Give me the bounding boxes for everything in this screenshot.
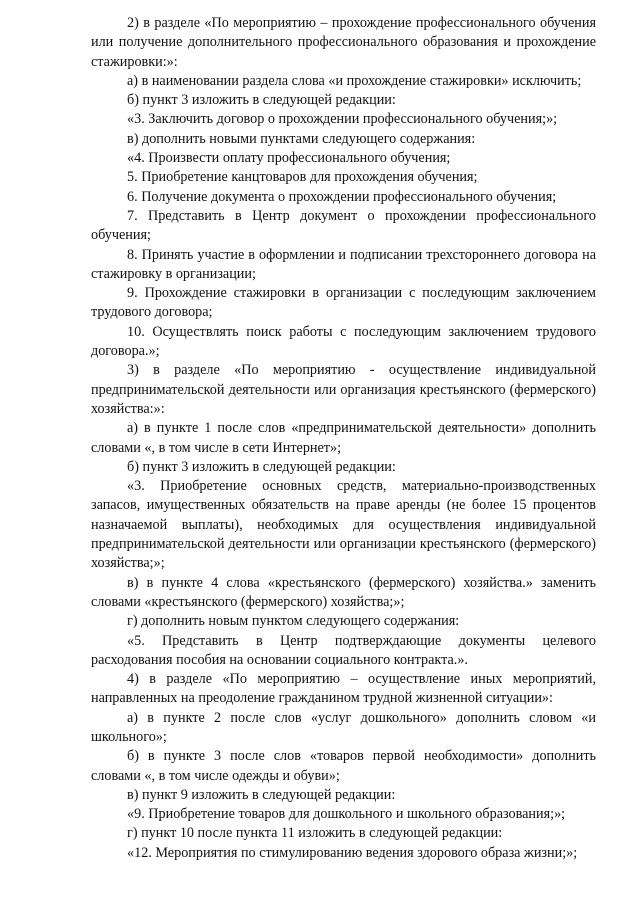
- paragraph-25: г) пункт 10 после пункта 11 изложить в следующей редакции:: [127, 825, 503, 842]
- paragraph-15: б) пункт 3 изложить в следующей редакции:: [127, 458, 396, 475]
- paragraph-24: «9. Приобретение товаров для дошкольного и школьного образования;»;: [127, 806, 566, 823]
- paragraph-1: 2) в разделе «По мероприятию – прохождение профессионального обучения или получение дополнительного профессионального образования и прохождение стажировки:»:: [91, 15, 596, 70]
- paragraph-10: 8. Принять участие в оформлении и подписании трехстороннего договора на стажировку в организации;: [91, 246, 596, 282]
- paragraph-16: «3. Приобретение основных средств, материально-производственных запасов, имущественных обязательств на праве аренды (не более 15 процентов назначаемой выплаты), необходимых для осуществления индивидуальной предпринимательской деятельности или организации крестьянского (фермерского) хозяйства;»;: [91, 478, 596, 572]
- paragraph-19: «5. Представить в Центр подтверждающие документы целевого расходования пособия на основании социального контракта.».: [91, 632, 596, 668]
- paragraph-9: 7. Представить в Центр документ о прохождении профессионального обучения;: [91, 207, 596, 244]
- paragraph-6: «4. Произвести оплату профессионального обучения;: [127, 150, 451, 167]
- paragraph-11: 9. Прохождение стажировки в организации с последующим заключением трудового договора;: [91, 285, 596, 321]
- paragraph-20: 4) в разделе «По мероприятию – осуществление иных мероприятий, направленных на преодоление гражданином трудной жизненной ситуации»:: [91, 671, 596, 707]
- paragraph-14: а) в пункте 1 после слов «предпринимательской деятельности» дополнить словами «, в том числе в сети Интернет»;: [91, 420, 596, 456]
- paragraph-7: 5. Приобретение канцтоваров для прохождения обучения;: [127, 169, 478, 186]
- paragraph-18: г) дополнить новым пунктом следующего содержания:: [127, 613, 460, 630]
- paragraph-17: в) в пункте 4 слова «крестьянского (фермерского) хозяйства.» заменить словами «крестьянского (фермерского) хозяйства;»;: [91, 574, 596, 610]
- paragraph-3: б) пункт 3 изложить в следующей редакции:: [127, 92, 396, 109]
- paragraph-22: б) в пункте 3 после слов «товаров первой необходимости» дополнить словами «, в том числе одежды и обуви»;: [91, 748, 596, 784]
- paragraph-21: а) в пункте 2 после слов «услуг дошкольного» дополнить словом «и школьного»;: [91, 709, 596, 745]
- paragraph-8: 6. Получение документа о прохождении профессионального обучения;: [127, 188, 557, 205]
- paragraph-23: в) пункт 9 изложить в следующей редакции:: [127, 786, 396, 803]
- paragraph-2: а) в наименовании раздела слова «и прохождение стажировки» исключить;: [127, 72, 582, 89]
- document-page: [91, 14, 596, 863]
- paragraph-12: 10. Осуществлять поиск работы с последующим заключением трудового договора.»;: [91, 323, 596, 360]
- paragraph-4: «3. Заключить договор о прохождении профессионального обучения;»;: [127, 111, 558, 128]
- paragraph-26: «12. Мероприятия по стимулированию ведения здорового образа жизни;»;: [127, 844, 578, 861]
- paragraph-5: в) дополнить новыми пунктами следующего содержания:: [127, 130, 476, 147]
- paragraph-13: 3) в разделе «По мероприятию - осуществление индивидуальной предпринимательской деятельности или организация крестьянского (фермерского) хозяйства:»:: [91, 362, 596, 417]
